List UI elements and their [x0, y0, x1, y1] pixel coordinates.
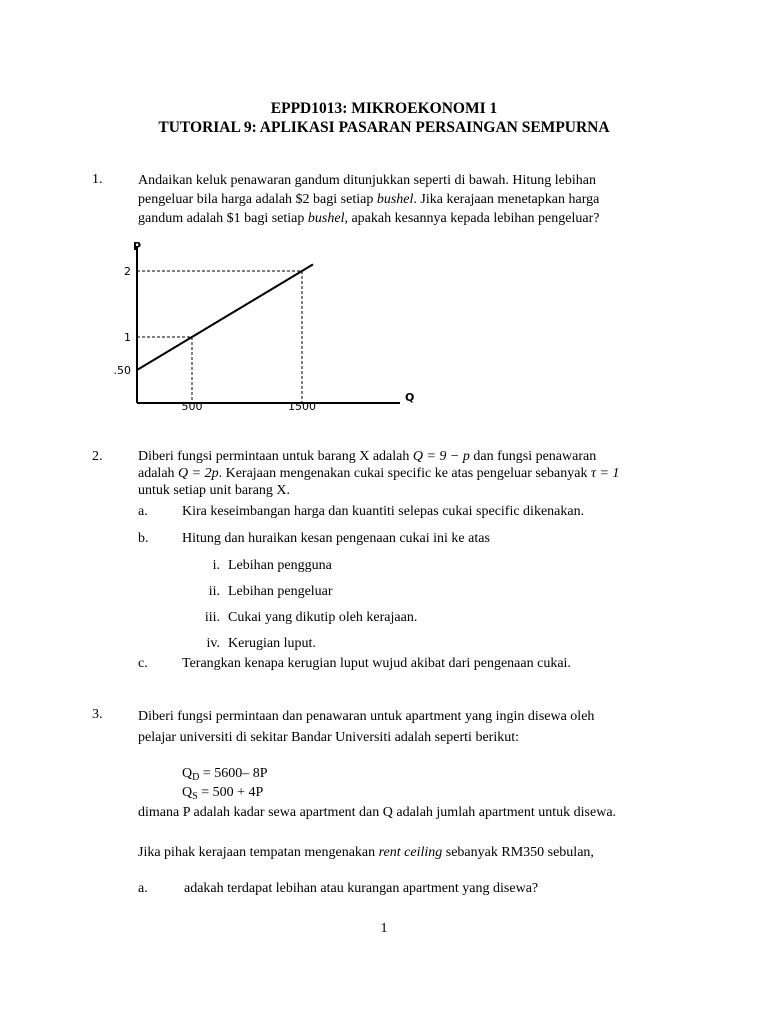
course-title: EPPD1013: MIKROEKONOMI 1 — [270, 100, 498, 117]
q2-item-a-text: Kira keseimbangan harga dan kuantiti selepas cukai specific dikenakan. — [182, 504, 585, 519]
q3-line4: Jika pihak kerajaan tempatan mengenakan rent ceiling sebanyak RM350 sebulan, — [138, 845, 594, 860]
x-axis-title: Q — [405, 391, 415, 404]
y-tick-label-3: 2 — [124, 265, 131, 278]
chart-series — [137, 264, 313, 370]
q3-number: 3. — [92, 707, 103, 722]
q2-item-b-text: Hitung dan huraikan kesan pengenaan cukai ini ke atas — [182, 531, 490, 546]
chart-guides — [137, 271, 302, 403]
chart-axes — [137, 246, 400, 403]
q3-supply-eq: $Q_S = 500 + 4P$ — [182, 785, 264, 802]
x-tick-label-1: 500 — [181, 400, 203, 413]
q3-item-a-text: adakah terdapat lebihan atau kurangan apartment yang disewa? — [184, 881, 539, 896]
q1-line3: gandum adalah $1 bagi setiap bushel, apakah kesannya kepada lebihan pengeluar? — [138, 211, 600, 226]
q2-sub-i-label: i. — [212, 558, 220, 573]
q3-demand-eq: $Q_D = 5600-$ 8P — [182, 766, 268, 783]
q2-item-b-label: b. — [138, 531, 149, 546]
q1-line1: Andaikan keluk penawaran gandum ditunjukkan seperti di bawah. Hitung lebihan — [138, 173, 596, 188]
supply-curve-line — [137, 264, 313, 370]
q2-sub-iii-label: iii. — [204, 610, 220, 625]
q2-line3: untuk setiap unit barang X. — [138, 483, 291, 498]
page-number: 1 — [380, 921, 388, 936]
q2-item-c-label: c. — [138, 656, 148, 671]
q2-item-c-text: Terangkan kenapa kerugian luput wujud akibat dari pengenaan cukai. — [182, 656, 571, 671]
q2-sub-iii-text: Cukai yang dikutip oleh kerajaan. — [228, 610, 418, 625]
x-tick-label-2: 1500 — [288, 400, 316, 413]
q2-sub-ii-label: ii. — [208, 584, 220, 599]
q1-text — [138, 171, 599, 228]
q2-sub-ii-text: Lebihan pengeluar — [228, 584, 333, 599]
q2-number: 2. — [92, 449, 103, 464]
q3-intro — [138, 706, 594, 748]
q1-number: 1. — [92, 172, 103, 187]
q2-sub-iv-text: Kerugian luput. — [228, 636, 316, 651]
tutorial-title: TUTORIAL 9: APLIKASI PASARAN PERSAINGAN SEMPURNA — [158, 119, 610, 136]
chart-labels — [114, 240, 415, 413]
q2-sub-iv-label: iv. — [206, 636, 220, 651]
q2-line1: Diberi fungsi permintaan untuk barang X adalah Q = 9 − p dan fungsi penawaran — [138, 449, 597, 464]
q2-item-a-label: a. — [138, 504, 148, 519]
supply-curve-chart — [100, 238, 430, 418]
q3-line3: dimana P adalah kadar sewa apartment dan Q adalah jumlah apartment untuk disewa. — [138, 805, 617, 820]
q2-sub-i-text: Lebihan pengguna — [228, 558, 332, 573]
q1-line2: pengeluar bila harga adalah $2 bagi setiap bushel. Jika kerajaan menetapkan harga — [138, 192, 600, 207]
y-tick-label-1: .50 — [113, 364, 131, 377]
q2-line2: adalah Q = 2p. Kerajaan mengenakan cukai specific ke atas pengeluar sebanyak τ = 1 — [138, 466, 620, 481]
q3-line1: Diberi fungsi permintaan dan penawaran untuk apartment yang ingin disewa oleh — [138, 709, 595, 724]
q2-text — [138, 448, 619, 499]
y-tick-label-2: 1 — [124, 331, 131, 344]
q3-line2: pelajar universiti di sekitar Bandar Universiti adalah seperti berikut: — [138, 730, 519, 745]
q3-item-a-label: a. — [138, 881, 148, 896]
y-axis-title: P — [133, 240, 142, 253]
